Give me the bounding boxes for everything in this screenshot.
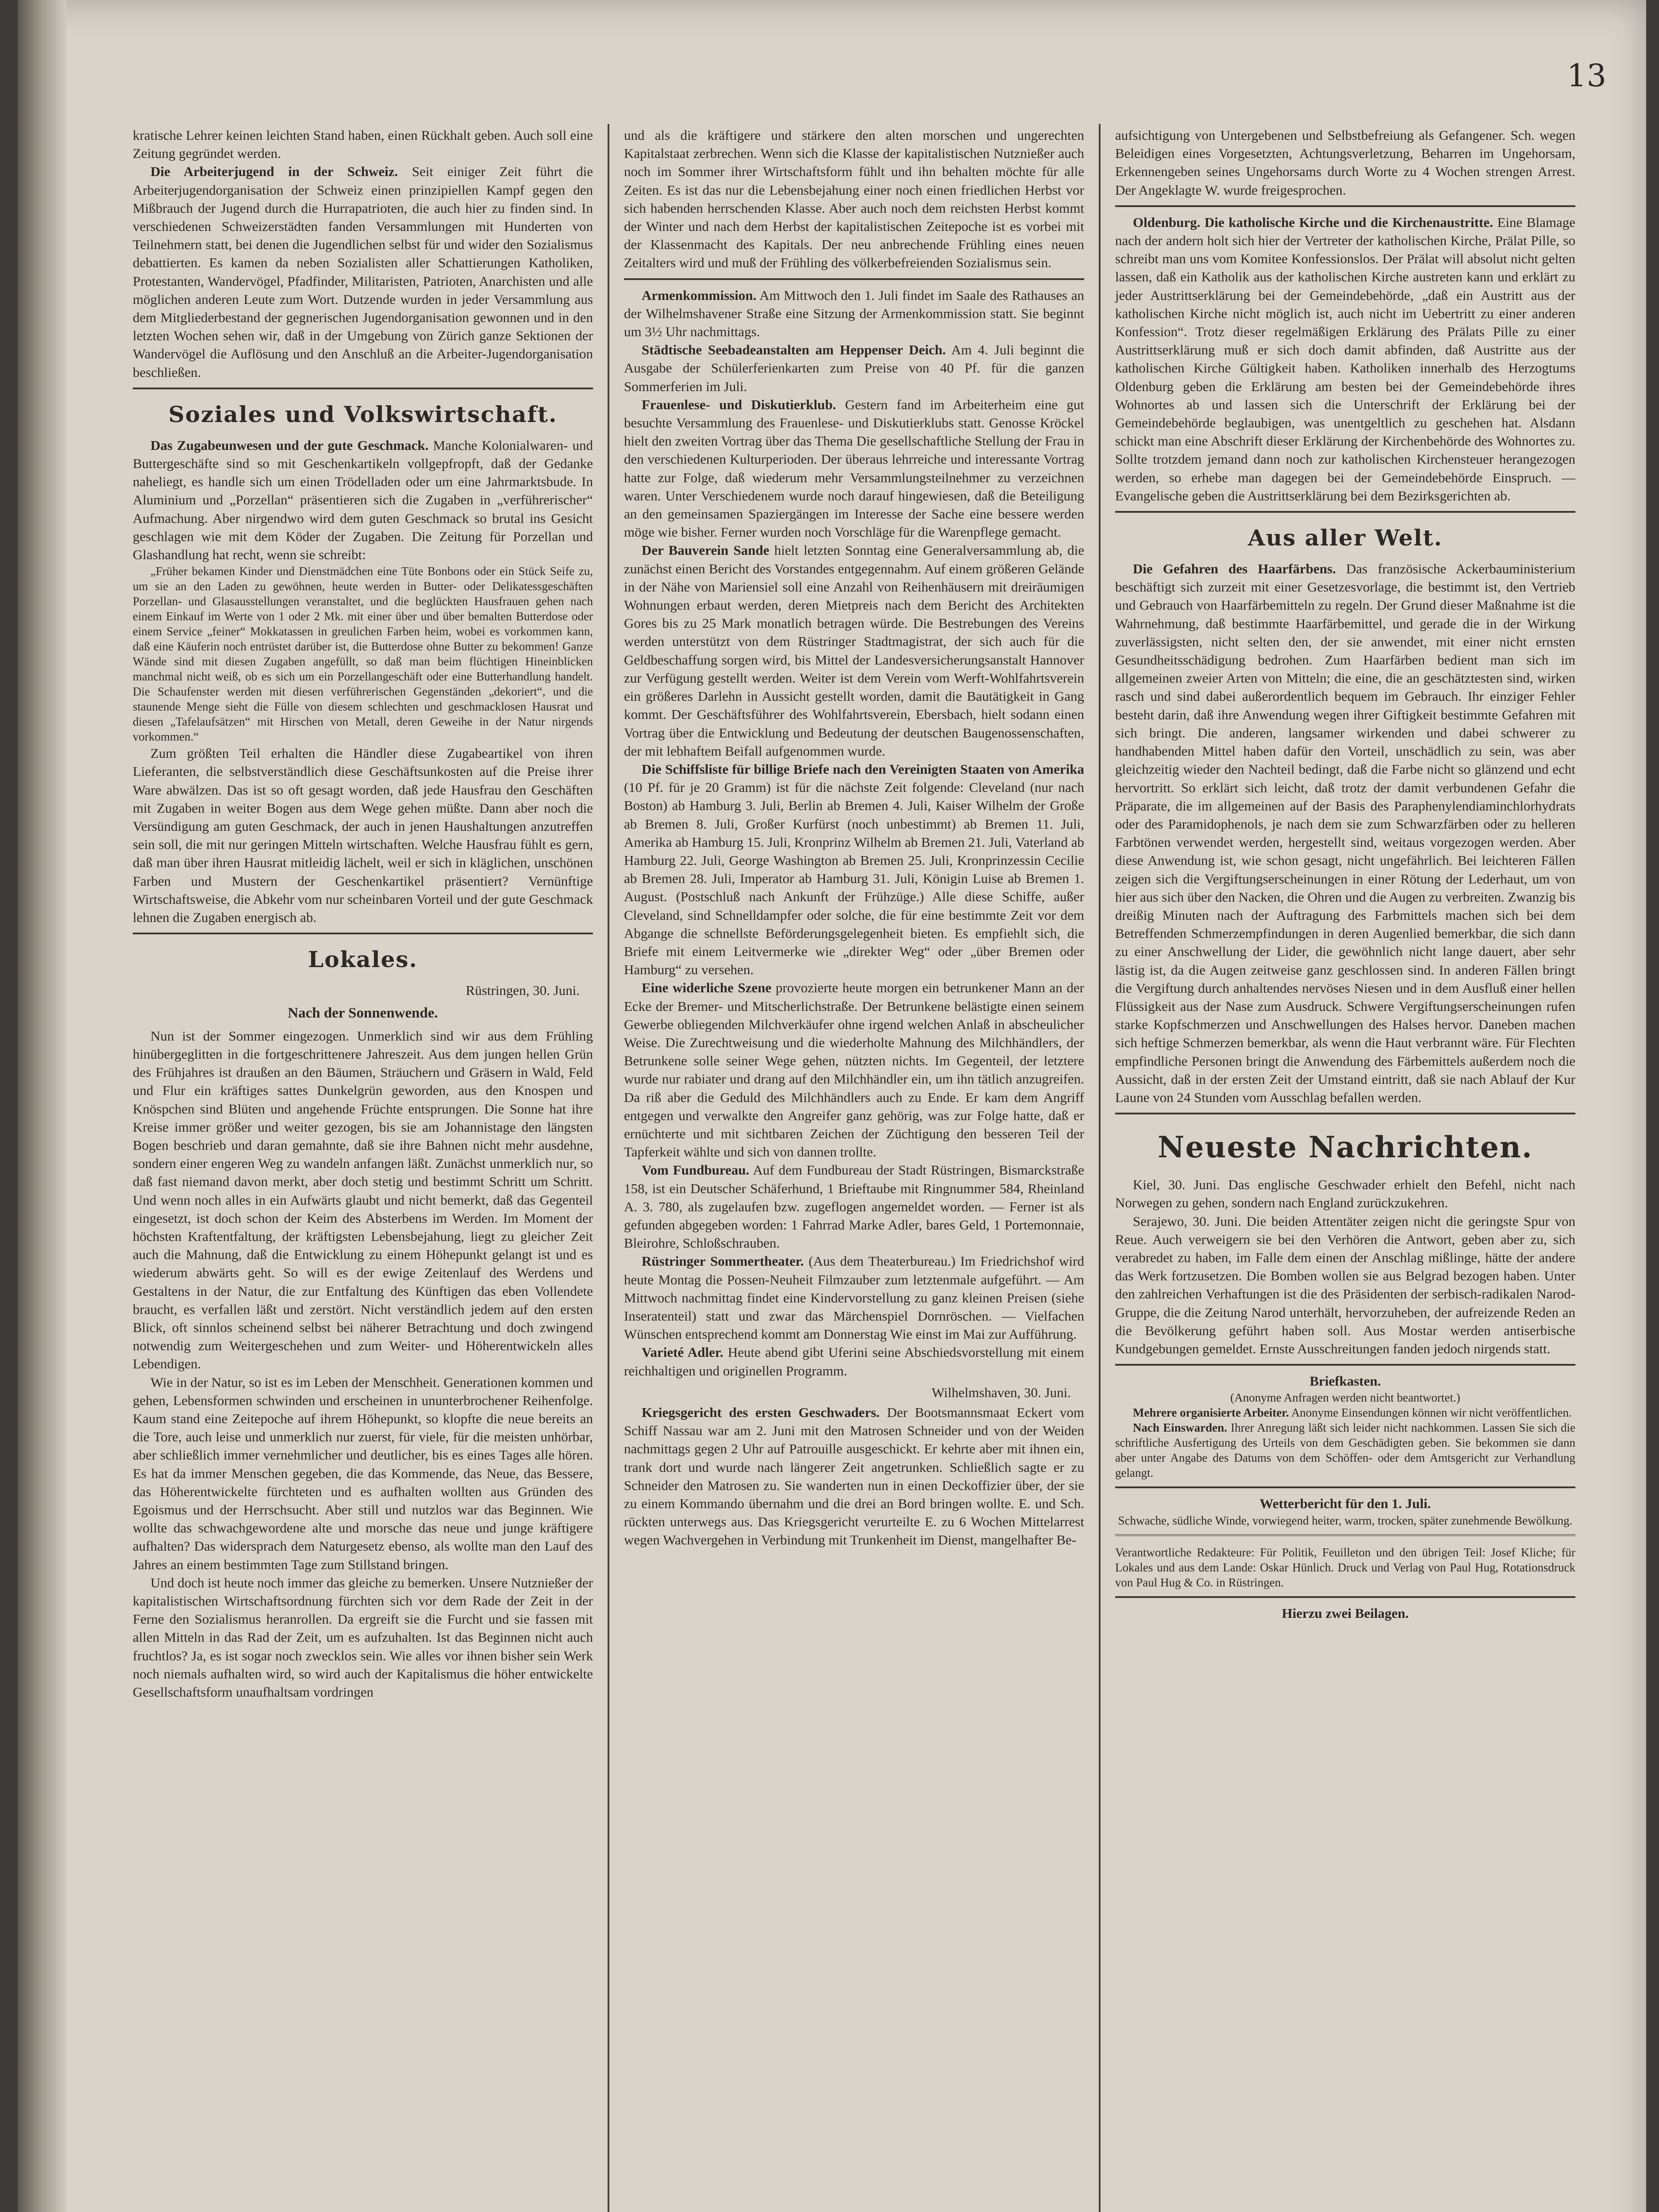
briefkasten-entry: Nach Einswarden. Ihrer Anregung läßt sich leider nicht nachkommen. Lassen Sie sich die schriftliche Ausfertigung des Urteils von dem Geschädigten geben. Sie bekommen sie dann aber unter Angabe des Datums von dem Schöffen- oder dem Amtsgericht zur Verhandlung gelangt.	[1115, 1421, 1576, 1480]
article-haar: Die Gefahren des Haarfärbens. Das französische Ackerbauministerium beschäftigt sich zurzeit mit einer Gesetzesvorlage, die bestimmt ist, den Vertrieb und Gebrauch von Haarfärbemitteln zu regeln. Der Grund dieser Maßnahme ist die Wahrnehmung, daß bestimmte Haarfärbemittel, und gerade die in der Wirkung zuverlässigsten, nicht selten den, der sie anwendet, mit einer nicht ernsten Gesundheitsschädigung bedrohen. Zum Haarfärben bedient man sich im allgemeinen zweier Arten von Mitteln; die eine, die an geschätztesten sind, wirken rasch und sind dabei außerordentlich bequem im Gebrauch. Ihr einziger Fehler besteht darin, daß ihre Anwendung wegen ihrer Giftigkeit bestimmte Gefahren mit sich bringt. Die anderen, langsamer wirkenden und dabei schwerer zu handhabenden Mittel haben dafür den Vorteil, unschädlich zu sein, was aber gleichzeitig wieder den Nachteil bedingt, daß die Farbe nicht so glänzend und echt hervortritt. So erklärt sich leicht, daß trotz der damit verbundenen Gefahr die Präparate, die im allgemeinen auf der Basis des Paraphenylendiaminchlorhydrats oder des Paramidophenols, je nach dem sie zum Schwarzfärben oder zu helleren Farbtönen verwendet werden, hergestellt sind, weitaus vorgezogen werden. Aber diese Anwendung ist, wie schon gesagt, nicht ungefährlich. Bei leichteren Fällen zeigen sich die Vergiftungserscheinungen in einer Rötung der Lederhaut, um von hier aus sich über den Nacken, die Ohren und die Augen zu verbreiten. Zwanzig bis dreißig Minuten nach der Auftragung des Farbmittels machen sich bei dem Betreffenden Schmerzempfindungen in deren Augenlied bemerkbar, die sich dann zu einer Anschwellung der Lider, die gewöhnlich nicht lange dauert, aber sehr lästig ist, da die Augen zeitweise ganz geschlossen sind. In anderen Fällen bringt die Vergiftung durch anhaltendes nervöses Niesen und in dem Ausfluß einer hellen Flüssigkeit aus der Nase zum Ausdruck. Schwere Vergiftungserscheinungen rufen starke Kopfschmerzen und Anschwellungen des Halses hervor. Daneben machen sich heftige Schmerzen bemerkbar, als wenn die Haut verbrannt wäre. Für Flechten empfindliche Personen bringt die Anwendung des Färbemittels außerdem noch die Aussicht, daß in der ersten Zeit der Umstand eintritt, daß sie nach Ablauf der Kur Laune von 24 Stunden vom Ausschlag befallen werden.	[1115, 561, 1575, 1105]
news-kiel: Kiel, 30. Juni. Das englische Geschwader erhielt den Befehl, nicht nach Norwegen zu gehen, sondern nach England zurückzukehren.	[1115, 1177, 1575, 1211]
article-title: Frauenlese- und Diskutierklub.	[642, 396, 836, 412]
article-bau: Der Bauverein Sande hielt letzten Sonntag eine Generalversammlung ab, die zunächst einen Bericht des Vorstandes entgegennahm. Auf einem größeren Gelände in der Nähe von Mariensiel soll eine Anzahl von Reihenhäusern mit dreiräumigen Wohnungen erbaut werden, deren Mietpreis nach dem Bericht des Architekten Gores bis zu 25 Mark monatlich betragen würde. Die Bestrebungen des Vereins werden unterstützt von dem Rüstringer Stadtmagistrat, der sich auch für die Geldbeschaffung sorgen wird, bis Mittel der Landesversicherungsanstalt Hannover zur Verfügung gestellt werden. Weiter ist dem Verein vom Werft-Wohlfahrtsverein ein größeres Darlehn in Aussicht gestellt worden, damit die Bautätigkeit in Gang kommt. Der Geschäftsführer des Wohlfahrtsverein, Ebersbach, hielt sodann einen Vortrag über die Entwicklung und Bedeutung der deutschen Baugenossenschaften, der mit lebhaftem Beifall aufgenommen wurde.	[624, 542, 1084, 759]
newspaper-page	[18, 0, 1646, 2212]
article-oldenburg: Oldenburg. Die katholische Kirche und die Kirchenaustritte. Eine Blamage nach der andern holt sich hier der Vertreter der katholischen Kirche, Prälat Pille, so schreibt man uns vom Komitee Konfessionslos. Der Prälat will absolut nicht gelten lassen, daß ein Katholik aus der katholischen Kirche austreten kann und erklärt zu jeder Austrittserklärung bei der Gemeindebehörde, „daß ein Austritt aus der katholischen Kirche nicht möglich ist, auch nicht im Uebertritt zu einer anderen Konfession“. Trotz dieser regelmäßigen Erklärung des Prälats Pille zu einer Austrittserklärung muß er sich doch damit abfinden, daß Austritte aus der katholischen Kirche Gültigkeit haben. Katholiken innerhalb des Herzogtums Oldenburg geben die Erklärung am besten bei der Gemeindebehörde ihres Wohnortes ab und lassen sich die Unterschrift der Erklärung bei der Gemeindebehörde beglaubigen, was unentgeltlich zu geschehen hat. Alsdann schickt man eine Abschrift dieser Erklärung der Kirchenbehörde des Wohnortes zu. Sollte trotzdem jemand dann noch zur katholischen Kirchensteuer herangezogen werden, so erhebe man dagegen bei der Gemeindebehörde Einspruch. — Evangelische geben die Austrittserklärung bei dem Bezirksgerichten ab.	[1115, 214, 1575, 503]
article-theater: Rüstringer Sommertheater. (Aus dem Theaterbureau.) Im Friedrichshof wird heute Montag die Possen-Neuheit Filmzauber zum letztenmale aufgeführt. — Am Mittwoch nachmittag findet eine Kindervorstellung zu ganz kleinen Preisen (siehe Inseratenteil) statt und zwar das Märchenspiel Dornröschen. — Vielfachen Wünschen entsprechend kommt am Donnerstag Wie einst im Mai zur Aufführung.	[624, 1253, 1084, 1342]
briefkasten-entry: Mehrere organisierte Arbeiter. Anonyme Einsendungen können wir nicht veröffentlichen.	[1133, 1406, 1572, 1420]
article-title: Rüstringer Sommertheater.	[642, 1253, 804, 1269]
article-title: Vom Fundbureau.	[642, 1162, 750, 1178]
page-binding	[18, 0, 66, 2212]
article-title: Oldenburg. Die katholische Kirche und die Kirchenaustritte.	[1133, 214, 1493, 230]
article-title: Eine widerliche Szene	[642, 980, 772, 996]
article-title: Armenkommission.	[642, 287, 757, 303]
divider	[1115, 1486, 1575, 1488]
article-krieg: Kriegsgericht des ersten Geschwaders. Der Bootsmannsmaat Eckert vom Schiff Nassau war am 2. Juni mit den Matrosen Schneider und von der Weiden nachmittags gegen 2 Uhr auf Patrouille ausgeschickt. Er kehrte aber mit ihnen ein, trank dort und wurde nach längerer Zeit angetrunken. Schließlich sagte er zu Schneider den Matrosen zu. Sie wanderten nun in einen Deckoffizier über, der sie zu einem Kommando übernahm und die drei an Bord bringen wollte. E. und Sch. rückten unterwegs aus. Das Kriegsgericht verurteilte E. zu 6 Wochen Mittelarrest wegen Wachvergehen in Verbindung mit Trunkenheit im Dienst, mangelhafter Be-	[624, 1405, 1084, 1548]
article-title: Das Zugabeunwesen und der gute Geschmack.	[150, 437, 429, 453]
section-heading-neueste: Neueste Nachrichten.	[1158, 1130, 1533, 1165]
column-3	[1115, 126, 1575, 1622]
column-2	[624, 126, 1084, 1549]
divider	[1115, 511, 1575, 513]
article-title-sonnenwende: Nach der Sonnenwende.	[288, 1005, 438, 1021]
article-continuation: und als die kräftigere und stärkere den alten morschen und ungerechten Kapitalstaat zerbrechen. Wenn sich die Klasse der kapitalistischen Nutznießer auch noch im Sommer ihrer Wirtschaftsform fühlt und ihn behalten möchte für alle Zeiten. Es ist das nur die Lebensbejahung einer noch einen friedlichen Herbst vor sich habenden herrschenden Klasse. Aber auch noch dem reichsten Herbst kommt der Winter und nach dem Herbst der kapitalistischen Zeitepoche ist es vorbei mit der Klassenmacht des Kapitals. Der neu anbrechende Frühling eines neuen Zeitalters wird und muß der Frühling des völkerbefreienden Sozialismus sein.	[624, 127, 1084, 271]
article-zugabe: Das Zugabeunwesen und der gute Geschmack. Manche Kolonialwaren- und Buttergeschäfte sind so mit Geschenkartikeln vollgepfropft, daß der Gedanke naheliegt, es handle sich um einen Trödelladen oder um eine Jahrmarktsbude. In Aluminium und „Porzellan“ präsentieren sich die Zugaben in „verführerischer“ Aufmachung. Aber nirgendwo wird dem guten Geschmack so brutal ins Gesicht geschlagen wie mit dem Köder der Zugaben. Die Zeitung für Porzellan und Glashandlung hat recht, wenn sie schreibt:	[133, 437, 593, 563]
article-title: Varieté Adler.	[642, 1344, 724, 1360]
article-armen: Armenkommission. Am Mittwoch den 1. Juli findet im Saale des Rathauses an der Wilhelmshavener Straße eine Sitzung der Armenkommission statt. Sie beginnt um 3½ Uhr nachmittags.	[624, 287, 1084, 340]
section-heading-welt: Aus aller Welt.	[1247, 525, 1443, 551]
article-continuation: aufsichtigung von Untergebenen und Selbstbefreiung als Gefangener. Sch. wegen Beleidigen eines Vorgesetzten, Achtungsverletzung, Beharren im Ungehorsam, Erkennengeben seines Ungehorsams durch Worte zu 4 Wochen strengen Arrest. Der Angeklagte W. wurde freigesprochen.	[1115, 127, 1575, 198]
divider	[133, 388, 593, 389]
divider	[1115, 1113, 1575, 1114]
briefkasten-note: (Anonyme Anfragen werden nicht beantwortet.)	[1230, 1391, 1460, 1405]
divider	[1115, 1364, 1575, 1366]
news-serajewo: Serajewo, 30. Juni. Die beiden Attentäter zeigen nicht die geringste Spur von Reue. Auch verweigern sie bei den Verhören die Antwort, geben aber zu, sich verabredet zu haben, im Falle dem einen der Anschlag mißlinge, hätte der andere das Werk fortzusetzen. Die Bomben wollen sie aus Belgrad bezogen haben. Unter den zahlreichen Verhaftungen ist die des Präsidenten der serbisch-radikalen Narod-Gruppe, die die Zeitung Narod unterhält, hervorzuheben, der aufreizende Reden an die Bevölkerung geführt haben soll. Aus Mostar werden antiserbische Kundgebungen gemeldet. Ernste Ausschreitungen fanden jedoch nirgends statt.	[1115, 1213, 1575, 1356]
dateline: Rüstringen, 30. Juni.	[466, 983, 580, 998]
beilagen-note: Hierzu zwei Beilagen.	[1282, 1605, 1409, 1621]
column-rule-1	[608, 124, 609, 2212]
column-rule-2	[1099, 124, 1101, 2212]
article-continuation: kratische Lehrer keinen leichten Stand haben, einen Rückhalt geben. Auch soll eine Zeitung gegründet werden.	[133, 127, 593, 161]
article-szene: Eine widerliche Szene provozierte heute morgen ein betrunkener Mann an der Ecke der Bremer- und Mitscherlichstraße. Der Betrunkene belästigte einen seinem Gewerbe obliegenden Milchverkäufer ohne irgend welchen Anlaß in abscheulicher Weise. Die Zurechtweisung und die wiederholte Mahnung des Milchhändlers, der Betrunkene solle seiner Wege gehen, nützten nichts. Im Gegenteil, der letztere wurde nur rabiater und drang auf den Milchhändler ein, um ihn tätlich anzugreifen. Da riß aber die Geduld des Milchhändlers auch zu Ende. Er kam dem Angriff entgegen und verwalkte den Angreifer ganz gehörig, was zur Folge hatte, daß er ernüchterte und mit sichtbaren Zeichen der Züchtigung den besseren Teil der Tapferkeit wählte und sich von dannen trollte.	[624, 980, 1084, 1160]
article-paragraph: Wie in der Natur, so ist es im Leben der Menschheit. Generationen kommen und gehen, Lebensformen schwinden und erscheinen in ununterbrochener Reihenfolge. Kaum stand eine Zeitepoche auf ihrem Höhepunkt, so klopfte die neue bereits an die Tore, auch leise und unmerklich nur zuerst, für viele, für die meisten unhörbar, aber schließlich immer vernehmlicher und deutlicher, bis es eines Tages alle hören. Es hat da immer Menschen gegeben, die das Kommende, das Neue, das Bessere, das Höherentwickelte fürchteten und es aufhalten wollten aus Gründen des Egoismus und der Herrschsucht. Aber still und nutzlos war das Beginnen. Wie wollte das schwachgewordene alte und morsche das neue und junge kräftigere aufhalten? Das widersprach dem Naturgesetz ebenso, als wollte man den Lauf des Jahres an einem bestimmten Tage zum Stillstand bringen.	[133, 1374, 593, 1572]
article-quote: „Früher bekamen Kinder und Dienstmädchen eine Tüte Bonbons oder ein Stück Seife zu, um sie an den Laden zu gewöhnen, heute werden in Butter- oder Delikatessgeschäften Porzellan- und Glasausstellungen veranstaltet, und die beglückten Hausfrauen gehen nach einem Einkauf im Werte von 1 oder 2 Mk. mit einer über und über bemalten Butterdose oder einem Service „feiner“ Mokkatassen in greulichen Farben heim, wobei es vorkommen kann, daß eine Käuferin noch entrüstet darüber ist, die Butterdose ohne Butter zu bekommen! Ganze Wände sind mit diesen Zugaben angefüllt, so daß man beim flüchtigen Hineinblicken manchmal nicht weiß, ob es sich um ein Porzellangeschäft oder eine Butterhandlung handelt. Die Schaufenster werden mit diesen verführerischen Gegenständen „dekoriert“, und die staunende Menge sieht die Fülle von diesem schlechten und geschmacklosen Hausrat und diesen „Tafelaufsätzen“ mit Hirschen von Metall, deren Geweihe in der Natur nirgends vorkommen.“	[133, 565, 593, 744]
wetter-text: Schwache, südliche Winde, vorwiegend heiter, warm, trocken, später zunehmende Bewölkung.	[1118, 1513, 1573, 1527]
divider	[1115, 205, 1575, 207]
article-variete: Varieté Adler. Heute abend gibt Uferini seine Abschiedsvorstellung mit einem reichhaltigen und originellen Programm.	[624, 1344, 1085, 1379]
wetter-title: Wetterbericht für den 1. Juli.	[1259, 1496, 1431, 1512]
impressum: Verantwortliche Redakteure: Für Politik, Feuilleton und den übrigen Teil: Josef Kliche; für Lokales und aus dem Lande: Oskar Hünlich. Druck und Verlag von Paul Hug, Rotationsdruck von Paul Hug & Co. in Rüstringen.	[1115, 1545, 1575, 1589]
article-title: Städtische Seebadeanstalten am Heppenser Deich.	[642, 342, 946, 358]
page-number: 13	[1567, 58, 1606, 94]
article-title: Kriegsgericht des ersten Geschwaders.	[642, 1405, 880, 1421]
article-schiff: Die Schiffsliste für billige Briefe nach den Vereinigten Staaten von Amerika (10 Pf. für je 20 Gramm) ist für die nächste Zeit folgende: Cleveland (nur nach Boston) ab Hamburg 3. Juli, Berlin ab Bremen 4. Juli, Kaiser Wilhelm der Große ab Bremen 8. Juli, Großer Kurfürst (noch unbestimmt) ab Bremen 11. Juli, Amerika ab Hamburg 15. Juli, Kronprinz Wilhelm ab Bremen 21. Juli, Vaterland ab Hamburg 22. Juli, George Washington ab Bremen 25. Juli, Kronprinzessin Cecilie ab Bremen 28. Juli, Imperator ab Hamburg 31. Juli, Königin Luise ab Bremen 1. August. (Postschluß nach Ankunft der Frühzüge.) Alle diese Schiffe, außer Cleveland, sind Schnelldampfer oder solche, die für eine bestimmte Zeit vor dem Abgange die schnellste Beförderungsgelegenheit bieten. Es empfiehlt sich, die Briefe mit einem Leitvermerke wie „direkter Weg“ oder „über Bremen oder Hamburg“ zu versehen.	[624, 761, 1084, 978]
divider	[1115, 1596, 1575, 1598]
article-title: Die Schiffsliste für billige Briefe nach den Vereinigten Staaten von Amerika	[642, 761, 1084, 777]
article-paragraph: Nun ist der Sommer eingezogen. Unmerklich sind wir aus dem Frühling hinübergeglitten in die fortgeschrittenere Jahreszeit. Aus dem jungen hellen Grün des Frühjahres ist draußen an den Bäumen, Sträuchern und Gräsern in Wald, Feld und Flur ein kräftiges sattes Dunkelgrün geworden, aus den Knospen und Knöspchen sind Blüten und angehende Früchte entsprungen. Die Sonne hat ihre Kreise immer größer und weiter gezogen, bis sie am Johannistage den längsten Bogen beschrieb und daran gemahnte, daß sie ihre Bahnen nicht mehr ausdehne, sondern einer engeren Weg zu wandeln anfangen läßt. Zunächst unmerklich nur, so daß fast niemand davon merkt, aber doch stetig und bestimmt Schritt um Schritt. Und wenn noch alles in ein Aufwärts glaubt und nicht bemerkt, daß das Gegenteil eingesetzt, ist doch schon der Keim des Absterbens im Werden. Im Moment der höchsten Kraftentfaltung, der kräftigsten Lebensbejahung, liegt zu gleicher Zeit auch die Mahnung, daß die Entwicklung zu einem Höhepunkt gelangt ist und es wiederum abwärts geht. So will es der ewige Zeitenlauf des Werdens und Gestaltens in der Natur, die zur Entfaltung des Künftigen das eben Vollendete braucht, es verfallen läßt und zerstört. Nicht verständlich jedem auf den ersten Blick, oft sinnlos scheinend selbst bei näherer Betrachtung und doch zwingend notwendig zum Weitergeschehen und zum Weiter- und Höherentwickeln alles Lebendigen.	[133, 1028, 593, 1372]
article-frauen: Frauenlese- und Diskutierklub. Gestern fand im Arbeiterheim eine gut besuchte Versammlung des Frauenlese- und Diskutierklubs statt. Genosse Kröckel hielt den zweiten Vortrag über das Thema Die gesellschaftliche Stellung der Frau in den verschiedenen Kulturperioden. Der überaus lehrreiche und interessante Vortrag hatte zur Folge, daß wiederum mehr Versammlungsteilnehmer zu verzeichnen waren. Unter Verschiedenem wurde noch darauf hingewiesen, daß die Beteiligung an den gemeinsamen Spaziergängen im Interesse der Sache eine bessere werden möge wie bisher. Ferner wurden noch Vorschläge für die Warenpflege gemacht.	[624, 396, 1085, 540]
article-title: Die Gefahren des Haarfärbens.	[1133, 561, 1336, 577]
article-title: Die Arbeiterjugend in der Schweiz.	[150, 164, 398, 180]
article-paragraph: Zum größten Teil erhalten die Händler diese Zugabeartikel von ihren Lieferanten, die selbstverständlich diese Geschäftsunkosten auf die Preise ihrer Ware abwälzen. Das ist so oft gesagt worden, daß jede Hausfrau den Geschäften mit Zugaben in weiter Bogen aus dem Wege gehen müßte. Dann aber noch die Versündigung am guten Geschmack, der auch in jenen Haushaltungen anzutreffen sein soll, die mit nur geringen Mitteln wirtschaften. Welche Hausfrau fühlt es gern, daß man über ihren Hausrat mitleidig lächelt, weil er sich in kläglichen, unschönen Farben und Mustern der Geschenkartikel präsentiert? Vernünftige Wirtschaftsweise, die Abkehr vom nur scheinbaren Vorteil und der gute Geschmack lehnen die Zugaben energisch ab.	[133, 745, 593, 926]
article-seebad: Städtische Seebadeanstalten am Heppenser Deich. Am 4. Juli beginnt die Ausgabe der Schülerferienkarten zum Preise von 40 Pf. für die ganzen Sommerferien im Juli.	[624, 342, 1084, 394]
section-heading-lokales: Lokales.	[308, 946, 418, 973]
article-jugend: Die Arbeiterjugend in der Schweiz. Seit einiger Zeit führt die Arbeiterjugendorganisation der Schweiz einen prinzipiellen Kampf gegen den Mißbrauch der Jugend durch die Hurrapatrioten, die auch hier zu finden sind. In verschiedenen Schweizerstädten fanden Versammlungen mit Hunderten von Teilnehmern statt, bei denen die Jugendlichen selbst für und wider den Sozialismus debattierten. Es kamen da neben Sozialisten aller Schattierungen Katholiken, Protestanten, Wandervögel, Pfadfinder, Militaristen, Patrioten, Anarchisten und alle möglichen anderen Leute zum Wort. Dutzende wurden in jeder Versammlung aus dem Mitgliederbestand der gegnerischen Jugendorganisation gewonnen und in den letzten Wochen sehen wir, daß in der Umgebung von Zürich ganze Sektionen der Wandervögel die Auflösung und den Anschluß an die Arbeiter-Jugendorganisation beschließen.	[133, 164, 593, 380]
article-fund: Vom Fundbureau. Auf dem Fundbureau der Stadt Rüstringen, Bismarckstraße 158, ist ein Deutscher Schäferhund, 1 Brieftaube mit Ringnummer 584, Rheinland A. 3. 780, als zugelaufen bzw. zugeflogen angemeldet worden. — Ferner ist als gefunden abgegeben worden: 1 Fahrrad Marke Adler, bares Geld, 1 Portemonnaie, Bleirohre, Schloßschrauben.	[624, 1162, 1084, 1251]
dateline: Wilhelmshaven, 30. Juni.	[932, 1384, 1071, 1400]
article-paragraph: Und doch ist heute noch immer das gleiche zu bemerken. Unsere Nutznießer der kapitalistischen Wirtschaftsordnung fürchten sich vor dem Rade der Zeit in der Ferne den Sozialismus heranrollen. Da ergreift sie die Furcht und sie fassen mit allen Mitteln in das Rad der Zeit, um es aufzuhalten. Ist das Beginnen nicht auch fruchtlos? Ja, es ist sogar noch zwecklos sein. Wie alles vor ihnen bisher sein Werk noch niemals aufhalten wird, so wird auch der Kapitalismus die höher entwickelte Gesellschaftsform unaufhaltsam vordringen	[133, 1575, 593, 1700]
article-title: Der Bauverein Sande	[642, 542, 770, 558]
divider	[624, 278, 1084, 280]
column-1	[133, 126, 593, 1701]
divider	[1115, 1534, 1575, 1539]
briefkasten-title: Briefkasten.	[1309, 1373, 1381, 1389]
divider	[133, 933, 593, 934]
section-heading-soziales: Soziales und Volkswirtschaft.	[168, 401, 558, 427]
